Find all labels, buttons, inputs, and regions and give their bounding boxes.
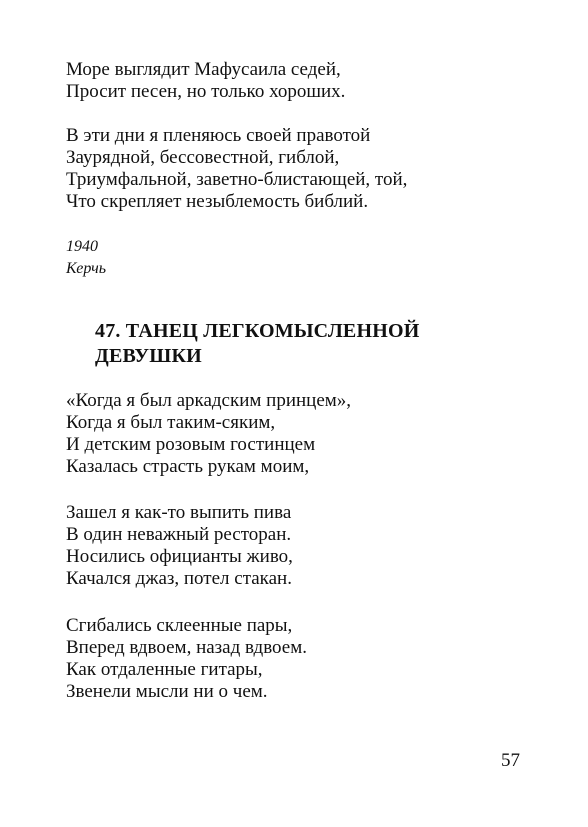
verse-line: И детским розовым гостинцем (66, 434, 316, 455)
poem-title (95, 319, 495, 369)
verse-line: Море выглядит Мафусаила седей, (66, 59, 341, 80)
verse-line: Носились официанты живо, (66, 546, 293, 567)
verse-line: Сгибались склеенные пары, (66, 615, 293, 636)
verse-line: Качался джаз, потел стакан. (66, 568, 292, 589)
poem-title-line-1: 47. ТАНЕЦ ЛЕГКОМЫСЛЕННОЙ (95, 320, 420, 342)
verse-line: Как отдаленные гитары, (66, 659, 263, 680)
verse-line: Зашел я как-то выпить пива (66, 502, 292, 523)
dateline-place: Керчь (66, 260, 107, 277)
verse-line: Заурядной, бессовестной, гиблой, (66, 147, 340, 168)
stanza-previous-2 (66, 125, 407, 213)
stanza-previous-1 (66, 59, 345, 103)
verse-line: Триумфальной, заветно-блистающей, той, (66, 169, 408, 190)
verse-line: Казалась страсть рукам моим, (66, 456, 310, 477)
verse-line: Просит песен, но только хороших. (66, 81, 346, 102)
poem-title-line-2: ДЕВУШКИ (95, 345, 202, 367)
verse-line: В эти дни я пленяюсь своей правотой (66, 125, 371, 146)
verse-line: Когда я был таким-сяким, (66, 412, 276, 433)
verse-line: «Когда я был аркадским принцем», (66, 390, 352, 411)
poem-stanza-2 (66, 502, 293, 590)
verse-line: Вперед вдвоем, назад вдвоем. (66, 637, 307, 658)
poem-stanza-3 (66, 615, 307, 703)
poem-stanza-1 (66, 390, 351, 478)
page-number: 57 (501, 750, 520, 771)
dateline (66, 236, 106, 280)
verse-line: Звенели мысли ни о чем. (66, 681, 268, 702)
dateline-year: 1940 (66, 238, 98, 255)
verse-line: В один неважный ресторан. (66, 524, 292, 545)
verse-line: Что скрепляет незыблемость библий. (66, 191, 369, 212)
